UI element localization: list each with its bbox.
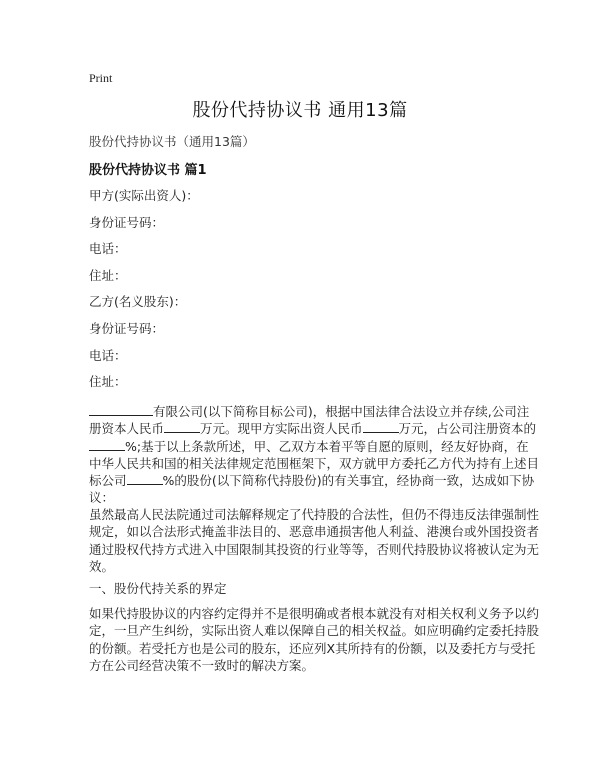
text-span: 有限公司(以下简称目标公司)，根据中国法律合法设立并存续,公司注	[153, 404, 530, 419]
paragraph-line: 虽然最高人民法院通过司法解释规定了代持股的合法性，但仍不得违反法律强制性	[89, 507, 540, 522]
paragraph-line: 效。	[89, 558, 115, 574]
paragraph-line	[89, 472, 535, 489]
paragraph-legality	[89, 506, 540, 575]
paragraph-line	[89, 403, 530, 420]
field-party-a-phone: 电话：	[89, 241, 127, 257]
field-party-b: 乙方(名义股东)：	[89, 294, 187, 310]
text-span: 万元。现甲方实际出资人民币	[200, 421, 363, 437]
paragraph-line: 通过股权代持方式进入中国限制其投资的行业等等，否则代持股协议将被认定为无	[89, 541, 540, 557]
paragraph-line: 的份额。若受托方也是公司的股东，还应列X其所持有的份额，以及委托方与受托	[89, 640, 536, 656]
field-party-b-address: 住址：	[89, 374, 127, 390]
paragraph-company-info	[89, 403, 540, 507]
document-title: 股份代持协议书 通用13篇	[192, 100, 408, 121]
paragraph-line	[89, 420, 537, 437]
field-party-a-id: 身份证号码：	[89, 214, 165, 230]
paragraph-line: 议：	[89, 490, 115, 506]
section-title: 股份代持协议书 篇1	[89, 163, 207, 178]
blank-registered-capital	[164, 420, 200, 433]
paragraph-line: 规定，如以合法形式掩盖非法目的、恶意串通损害他人利益、港澳台或外国投资者	[89, 524, 540, 540]
paragraph-line	[89, 438, 529, 455]
party-field-list	[89, 188, 199, 401]
blank-capital-percent	[89, 438, 125, 451]
blank-company-name	[89, 403, 153, 416]
paragraph-relationship	[89, 605, 540, 674]
field-party-b-id: 身份证号码：	[89, 320, 165, 336]
blank-share-percent	[127, 472, 163, 485]
text-span: %的股份(以下简称代持股份)的有关事宜，经协商一致，达成如下协	[162, 473, 535, 489]
text-span: 标公司	[89, 473, 127, 489]
document-subtitle: 股份代持协议书（通用13篇）	[89, 134, 255, 149]
field-party-a: 甲方(实际出资人)：	[89, 188, 199, 203]
paragraph-line: 如果代持股协议的内容约定得并不是很明确或者根本就没有对相关权利义务予以约	[89, 606, 540, 621]
text-span: 册资本人民币	[89, 421, 165, 437]
paragraph-line: 定，一旦产生纠纷，实际出资人难以保障自己的相关权益。如应明确约定委托持股	[89, 623, 540, 639]
paragraph-line: 中华人民共和国的相关法律规定范围框架下，双方就甲方委托乙方代为持有上述目	[89, 455, 540, 471]
blank-actual-capital	[363, 420, 399, 433]
print-label[interactable]: Print	[89, 71, 113, 85]
paragraph-line: 方在公司经营决策不一致时的解决方案。	[89, 657, 315, 673]
field-party-b-phone: 电话：	[89, 347, 127, 363]
text-span: 万元，占公司注册资本的	[398, 421, 537, 437]
heading-relationship-definition: 一、股份代持关系的界定	[89, 581, 227, 596]
text-span: %;基于以上条款所述，甲、乙双方本着平等自愿的原则，经友好协商，在	[125, 438, 529, 454]
field-party-a-address: 住址：	[89, 267, 127, 283]
